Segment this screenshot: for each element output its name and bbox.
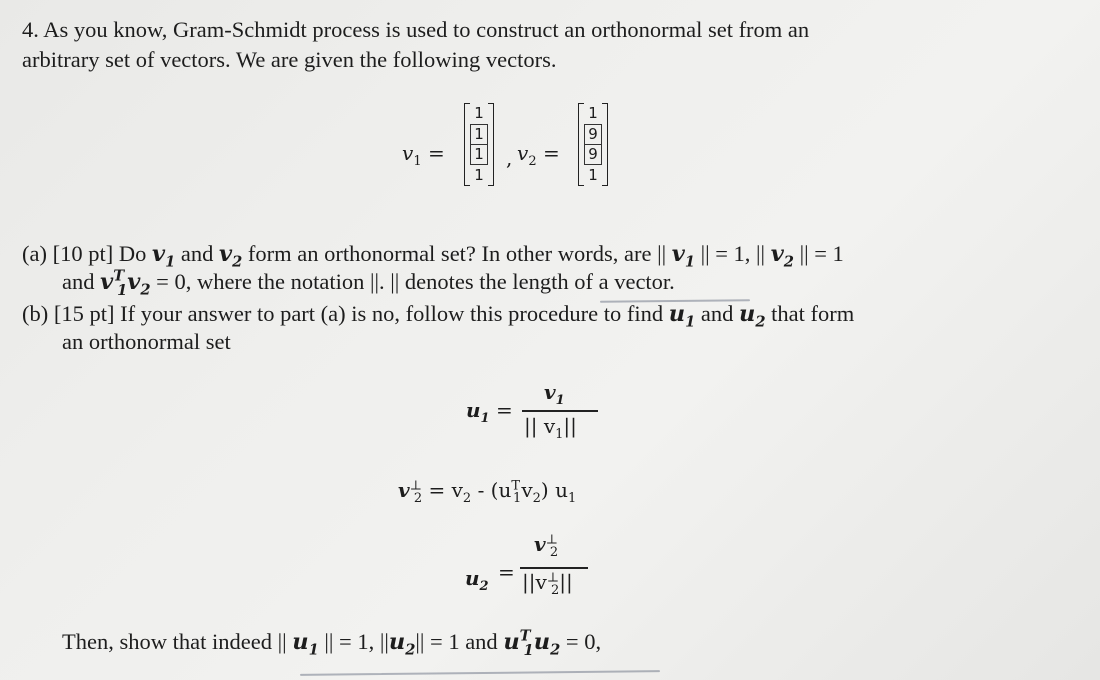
u2-equals: =	[498, 560, 515, 584]
v1-label: $v_1$ =	[402, 141, 445, 169]
pencil-underline-bottom	[300, 670, 660, 676]
v2-entry-3: 9	[584, 145, 602, 165]
part-a-line1: (a) [10 pt] Do $v_1$ and $v_2$ form an orthonormal set? In other words, are || $v_1$ || = 1, || $v_2$ || = 1	[22, 241, 844, 271]
v2-entry-1: 1	[588, 104, 598, 122]
problem-number: 4.	[22, 17, 39, 42]
conclusion-line: Then, show that indeed || $u_1$ || = 1, $||u_2|| = 1$ and $u^T_1u_2 = 0$,	[62, 627, 602, 659]
v1-entry-3: 1	[470, 145, 488, 165]
v2-entry-4: 1	[588, 166, 598, 184]
u1-equation-lhs: $u_1$ =	[466, 398, 513, 426]
part-a-line2: and $v^T_1v_2 = 0$, where the notation ||. || denotes the length of a vector.	[62, 267, 675, 299]
part-b-line2: an orthonormal set	[62, 329, 231, 354]
v1-entry-1: 1	[474, 104, 484, 122]
intro-text: As you know, Gram-Schmidt process is used to construct an orthonormal set from an	[43, 17, 810, 42]
v1-entry-4: 1	[474, 166, 484, 184]
v2-entry-2: 9	[584, 124, 602, 145]
u2-denominator: $||v^\perp_2||$	[522, 570, 573, 598]
u2-numerator: $v^\perp_2$	[534, 532, 559, 560]
v1-matrix	[470, 103, 488, 186]
vector-separator-comma: ,	[506, 146, 513, 170]
v2-label: $v_2$ =	[517, 141, 560, 169]
u1-denominator: || $v_1||$	[524, 414, 577, 442]
v2-matrix	[584, 103, 602, 186]
v1-entry-2: 1	[470, 124, 488, 145]
u2-equation-lhs: $u_2$	[465, 566, 489, 594]
u2-fraction-bar	[520, 567, 588, 569]
part-b-line1: (b) [15 pt] If your answer to part (a) is no, follow this procedure to find $u_1$ and $u_2$ that form	[22, 301, 855, 331]
v2-perp-equation: $v^\perp_2 = v_2 - (u^T_1v_2)$ $u_1$	[398, 478, 577, 506]
problem-intro-line2: arbitrary set of vectors. We are given the following vectors.	[22, 47, 557, 72]
u1-fraction-bar	[522, 410, 598, 412]
u1-numerator: $v_1$	[544, 380, 565, 408]
problem-intro-line1	[22, 16, 809, 44]
